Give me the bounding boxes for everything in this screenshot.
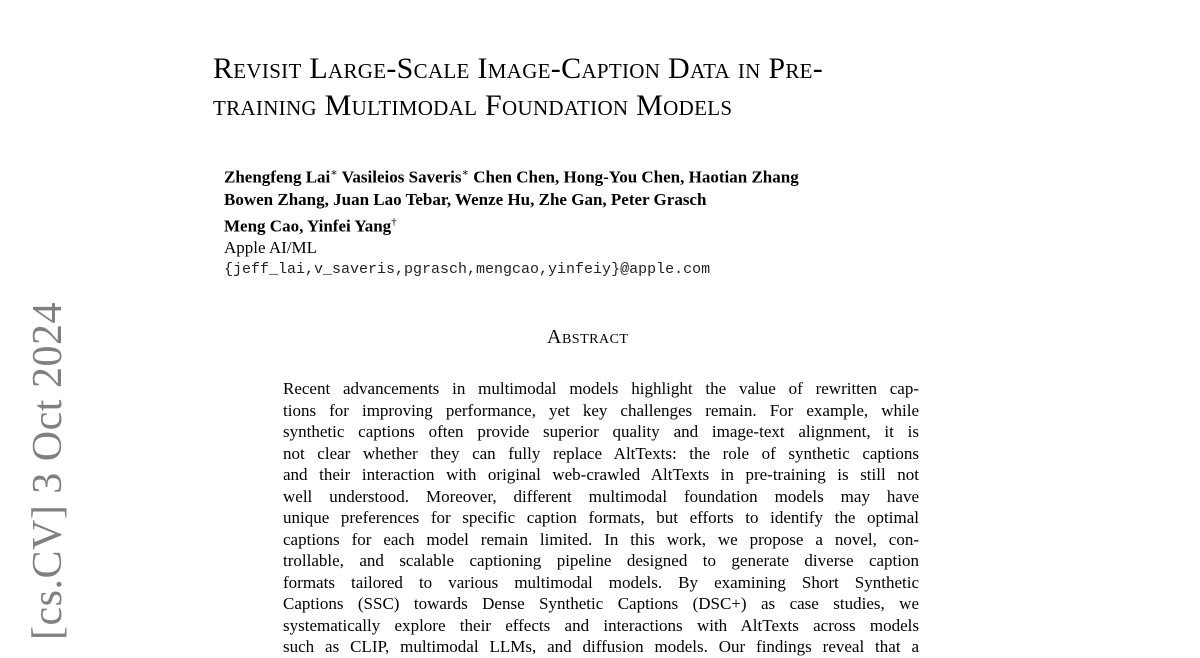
abstract-line: systematically explore their effects and interactions with AltTexts across models	[283, 615, 919, 635]
abstract-line: and their interaction with original web-crawled AltTexts in pre-training is still not	[283, 465, 919, 484]
title-line-1: Revisit Large-Scale Image-Caption Data in Pre-	[213, 52, 824, 85]
abstract-line: such as CLIP, multimodal LLMs, and diffusion models. Our findings reveal that a	[283, 637, 919, 656]
abstract-line: captions for each model remain limited. In this work, we propose a novel, con-	[283, 529, 919, 549]
abstract-line: trollable, and scalable captioning pipeline designed to generate diverse caption	[283, 551, 919, 570]
author-name: Peter Grasch	[610, 189, 707, 209]
email-addresses: {jeff_lai,v_saveris,pgrasch,mengcao,yinfeiy}@apple.com	[224, 261, 711, 279]
abstract-body	[283, 378, 919, 658]
author-name: Meng Cao	[224, 216, 300, 236]
abstract-line: unique preferences for specific caption formats, but efforts to identify the optimal	[283, 508, 919, 527]
author-name: Vasileios Saveris	[341, 167, 462, 187]
author-name: Zhengfeng Lai	[224, 167, 331, 187]
author-name: Zhe Gan	[538, 189, 603, 209]
equal-contribution-mark: ∗	[330, 167, 338, 179]
title-line-2: training Multimodal Foundation Models	[213, 89, 733, 122]
arxiv-side-stamp: [cs.CV] 3 Oct 2024	[25, 302, 71, 640]
abstract-line: well understood. Moreover, different multimodal foundation models may have	[283, 486, 919, 506]
corresponding-author-mark: †	[391, 215, 397, 228]
author-name: Hong-You Chen	[563, 167, 681, 187]
abstract-line: tions for improving performance, yet key challenges remain. For example, while	[283, 400, 919, 420]
abstract-line: formats tailored to various multimodal models. By examining Short Synthetic	[283, 572, 919, 592]
author-name: Juan Lao Tebar	[333, 189, 447, 209]
abstract-heading-text: Abstract	[547, 326, 629, 348]
author-name: Haotian Zhang	[688, 167, 799, 187]
author-line-2: Bowen Zhang, Juan Lao Tebar, Wenze Hu, Zhe Gan, Peter Grasch	[224, 189, 707, 209]
paper-title	[213, 50, 1033, 124]
author-line-1: Zhengfeng Lai∗ Vasileios Saveris∗ Chen Chen, Hong-You Chen, Haotian Zhang	[224, 167, 799, 187]
affiliation: Apple AI/ML	[224, 238, 318, 258]
author-line-3: Meng Cao, Yinfei Yang†	[224, 215, 397, 236]
abstract-line: not clear whether they can fully replace AltTexts: the role of synthetic captions	[283, 443, 919, 463]
author-name: Wenze Hu	[455, 189, 531, 209]
author-name: Chen Chen	[473, 167, 555, 187]
abstract-line: Captions (SSC) towards Dense Synthetic Captions (DSC+) as case studies, we	[283, 594, 919, 613]
author-block	[224, 162, 984, 281]
abstract-line: synthetic captions often provide superior quality and image-text alignment, it is	[283, 422, 919, 441]
equal-contribution-mark: ∗	[461, 167, 469, 179]
abstract-line: Recent advancements in multimodal models highlight the value of rewritten cap-	[283, 379, 919, 398]
author-name: Bowen Zhang	[224, 189, 325, 209]
author-name: Yinfei Yang	[306, 216, 392, 236]
